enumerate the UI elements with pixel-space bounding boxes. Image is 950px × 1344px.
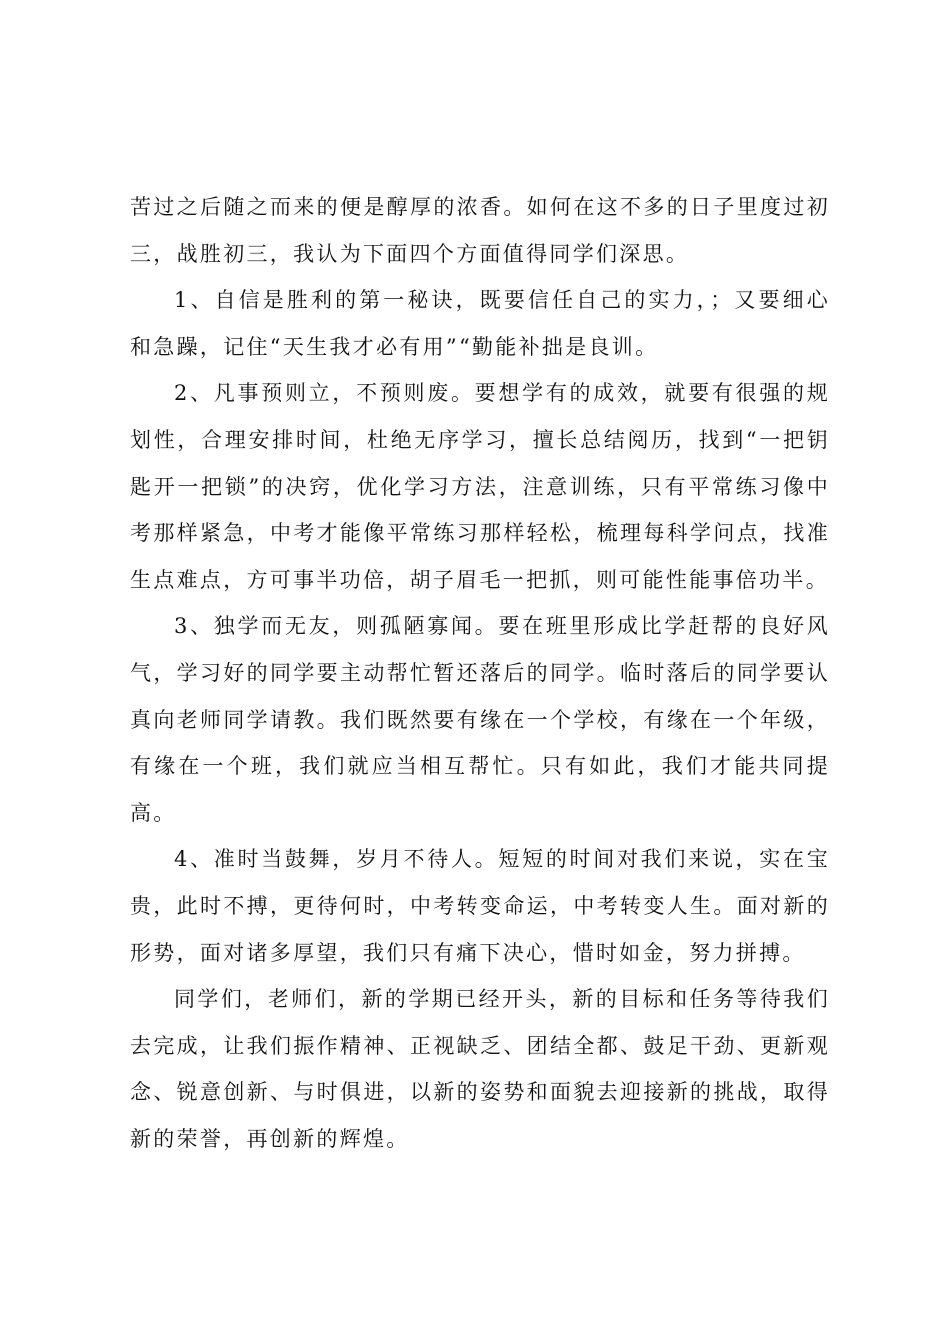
paragraph-point-1: 1、自信是胜利的第一秘诀，既要信任自己的实力，；又要细心和急躁，记住“天生我才必有用”“勤能补拙是良训。: [130, 288, 830, 359]
paragraph-point-4: 4、准时当鼓舞，岁月不待人。短短的时间对我们来说，实在宝贵，此时不搏，更待何时，中考转变命运，中考转变人生。面对新的形势，面对诸多厚望，我们只有痛下决心，惜时如金，努力拼搏。: [130, 847, 830, 965]
document-body: [130, 184, 830, 1162]
paragraph-closing: 同学们，老师们，新的学期已经开头，新的目标和任务等待我们去完成，让我们振作精神、正视缺乏、团结全都、鼓足干劲、更新观念、锐意创新、与时俱进，以新的姿势和面貌去迎接新的挑战，取得新的荣誉，再创新的辉煌。: [130, 987, 830, 1151]
paragraph-point-2: 2、凡事预则立，不预则废。要想学有的成效，就要有很强的规划性，合理安排时间，杜绝无序学习，擅长总结阅历，找到“一把钥匙开一把锁”的决窍，优化学习方法，注意训练，只有平常练习像中考那样紧急，中考才能像平常练习那样轻松，梳理每科学问点，找准生点难点，方可事半功倍，胡子眉毛一把抓，则可能性能事倍功半。: [130, 381, 830, 592]
paragraph-intro-continued: 苦过之后随之而来的便是醇厚的浓香。如何在这不多的日子里度过初三，战胜初三，我认为下面四个方面值得同学们深思。: [130, 195, 830, 266]
paragraph-point-3: 3、独学而无友，则孤陋寡闻。要在班里形成比学赶帮的良好风气，学习好的同学要主动帮忙暂还落后的同学。临时落后的同学要认真向老师同学请教。我们既然要有缘在一个学校，有缘在一个年级，有缘在一个班，我们就应当相互帮忙。只有如此，我们才能共同提高。: [130, 614, 830, 825]
